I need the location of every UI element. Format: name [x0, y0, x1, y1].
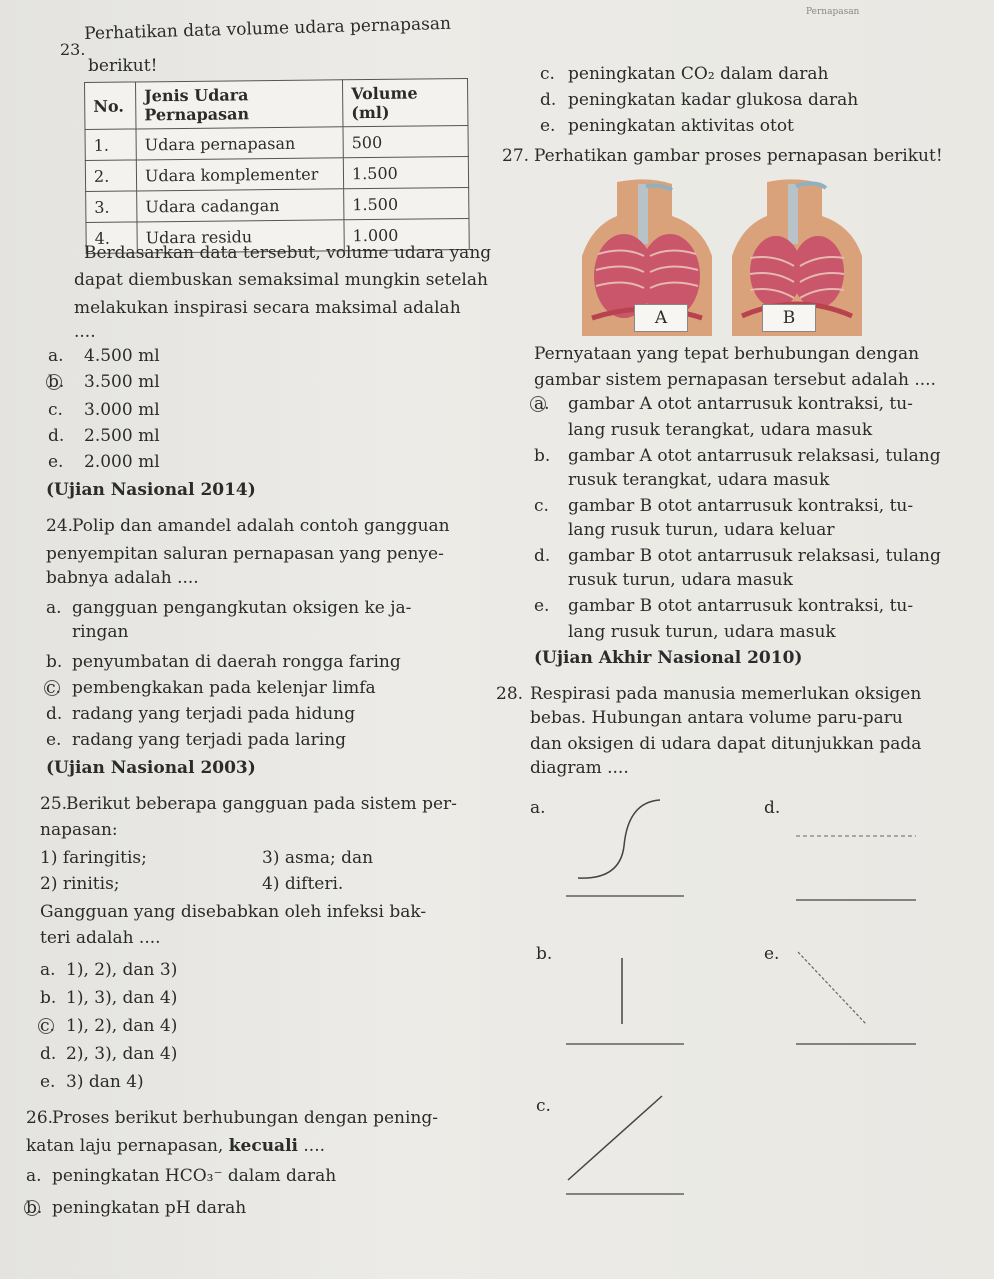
- q25-stem: Berikut beberapa gangguan pada sistem per-: [66, 794, 457, 814]
- table-cell: Udara cadangan: [137, 189, 344, 222]
- q23-text: ....: [74, 322, 96, 342]
- q27-option-text-cont: lang rusuk terangkat, udara masuk: [568, 420, 873, 440]
- q26-stem-emphasis: kecuali: [228, 1136, 298, 1156]
- q23-source: (Ujian Nasional 2014): [46, 480, 256, 500]
- q25-option-text[interactable]: 3) dan 4): [66, 1072, 144, 1092]
- q27-text: Pernyataan yang tepat berhubungan dengan: [534, 344, 920, 364]
- graph-c-increasing[interactable]: [560, 1090, 690, 1200]
- q27-option-letter: e.: [534, 596, 550, 616]
- table-header: Jenis Udara Pernapasan: [136, 80, 343, 129]
- q24-stem: penyempitan saluran pernapasan yang penye-: [46, 544, 444, 564]
- table-cell: Udara residu: [137, 220, 344, 253]
- q26-option-text[interactable]: peningkatan CO₂ dalam darah: [568, 64, 829, 84]
- graph-label-c: c.: [536, 1096, 551, 1116]
- q26-stem-part: katan laju pernapasan,: [26, 1136, 229, 1156]
- q24-stem: Polip dan amandel adalah contoh gangguan: [72, 516, 450, 536]
- q25-option-text[interactable]: 2), 3), dan 4): [66, 1044, 178, 1064]
- graph-label-e: e.: [764, 944, 780, 964]
- q26-option-letter: c.: [540, 64, 555, 84]
- graph-label-a: a.: [530, 798, 546, 818]
- table-cell: 3.: [86, 191, 137, 223]
- q26-stem-part: ....: [298, 1136, 326, 1156]
- q24-option-letter: b.: [46, 652, 63, 672]
- q25-option-letter: b.: [40, 988, 57, 1008]
- table-cell: 1.000: [344, 218, 469, 250]
- graph-label-d: d.: [764, 798, 781, 818]
- table-cell: 1.500: [343, 156, 468, 188]
- table-cell: 500: [343, 125, 468, 157]
- q27-stem: Perhatikan gambar proses pernapasan berikut!: [534, 146, 943, 166]
- q25-item: 3) asma; dan: [262, 848, 374, 868]
- table-cell: Udara pernapasan: [136, 127, 343, 160]
- q23-option-letter: a.: [48, 346, 64, 366]
- table-row: [85, 156, 468, 191]
- q24-number: 24.: [46, 516, 74, 536]
- q27-option-letter: c.: [534, 496, 549, 516]
- q27-option-letter: d.: [534, 546, 551, 566]
- q26-option-text[interactable]: peningkatan kadar glukosa darah: [568, 90, 859, 110]
- q27-option-text-cont: lang rusuk turun, udara keluar: [568, 520, 835, 540]
- table-cell: Udara komplementer: [136, 158, 343, 191]
- q25-option-text[interactable]: 1), 3), dan 4): [66, 988, 178, 1008]
- q23-number: 23.: [60, 40, 86, 59]
- q27-option-text[interactable]: gambar A otot antarrusuk kontraksi, tu-: [568, 394, 913, 414]
- q25-item: 2) rinitis;: [40, 874, 120, 894]
- q23-option-letter: e.: [48, 452, 64, 472]
- q28-number: 28.: [496, 684, 524, 704]
- q24-option-text-cont: ringan: [72, 622, 129, 642]
- q27-text: gambar sistem pernapasan tersebut adalah ....: [534, 370, 936, 390]
- q27-option-text-cont: rusuk terangkat, udara masuk: [568, 470, 830, 490]
- q23-stem: Perhatikan data volume udara pernapasan: [84, 13, 452, 44]
- q24-option-text[interactable]: radang yang terjadi pada hidung: [72, 704, 356, 724]
- page-header: Pernapasan: [806, 7, 860, 17]
- q26-option-text[interactable]: peningkatan aktivitas otot: [568, 116, 794, 136]
- table-header-row: [85, 78, 468, 129]
- q26-option-letter: a.: [26, 1166, 42, 1186]
- q24-option-text[interactable]: pembengkakan pada kelenjar limfa: [72, 678, 376, 698]
- graph-a-sigmoid[interactable]: [560, 796, 690, 906]
- q26-stem-2: [26, 1136, 325, 1156]
- graph-b-vertical[interactable]: [560, 940, 690, 1050]
- q28-stem: diagram ....: [530, 758, 629, 778]
- q26-stem: Proses berikut berhubungan dengan pening-: [52, 1108, 438, 1128]
- q25-option-text[interactable]: 1), 2), dan 4): [66, 1016, 178, 1036]
- q24-option-text[interactable]: radang yang terjadi pada laring: [72, 730, 347, 750]
- q27-option-text-cont: lang rusuk turun, udara masuk: [568, 622, 836, 642]
- q23-option-text[interactable]: 3.500 ml: [84, 372, 160, 392]
- q23-option-text[interactable]: 3.000 ml: [84, 400, 160, 420]
- q27-number: 27.: [502, 146, 530, 166]
- q25-option-letter: e.: [40, 1072, 56, 1092]
- q24-option-text[interactable]: gangguan pengangkutan oksigen ke ja-: [72, 598, 412, 618]
- table-cell: 4.: [86, 222, 137, 254]
- q26-option-text[interactable]: peningkatan HCO₃⁻ dalam darah: [52, 1166, 337, 1186]
- q25-item: 1) faringitis;: [40, 848, 147, 868]
- q24-option-letter: a.: [46, 598, 62, 618]
- graph-label-b: b.: [536, 944, 553, 964]
- q26-option-letter: e.: [540, 116, 556, 136]
- q25-option-letter: c.: [40, 1016, 55, 1036]
- q25-option-letter: d.: [40, 1044, 57, 1064]
- q27-option-text[interactable]: gambar B otot antarrusuk kontraksi, tu-: [568, 596, 914, 616]
- q28-stem: dan oksigen di udara dapat ditunjukkan pada: [530, 734, 922, 754]
- q23-option-letter: d.: [48, 426, 65, 446]
- q25-number: 25.: [40, 794, 68, 814]
- table-cell: 1.500: [344, 187, 469, 219]
- q25-option-text[interactable]: 1), 2), dan 3): [66, 960, 178, 980]
- volume-table: [84, 78, 470, 254]
- graph-d-constant[interactable]: [792, 796, 922, 906]
- q25-option-letter: a.: [40, 960, 56, 980]
- q24-option-letter: d.: [46, 704, 63, 724]
- q25-stem: napasan:: [40, 820, 118, 840]
- q25-stem: Gangguan yang disebabkan oleh infeksi bak-: [40, 902, 427, 922]
- q27-option-text[interactable]: gambar B otot antarrusuk kontraksi, tu-: [568, 496, 914, 516]
- q27-option-letter: a.: [534, 394, 550, 414]
- table-cell: 1.: [85, 129, 136, 161]
- figure-label-a: A: [634, 304, 688, 332]
- graph-e-decreasing[interactable]: [792, 940, 922, 1050]
- q23-option-text[interactable]: 4.500 ml: [84, 346, 160, 366]
- q25-item: 4) difteri.: [262, 874, 344, 894]
- q24-option-text[interactable]: penyumbatan di daerah rongga faring: [72, 652, 401, 672]
- q23-option-text[interactable]: 2.500 ml: [84, 426, 160, 446]
- q23-text: melakukan inspirasi secara maksimal adalah: [74, 298, 461, 318]
- q24-source: (Ujian Nasional 2003): [46, 758, 256, 778]
- q27-option-text[interactable]: gambar B otot antarrusuk relaksasi, tulang: [568, 546, 941, 566]
- q25-stem: teri adalah ....: [40, 928, 161, 948]
- table-header: No.: [85, 82, 136, 130]
- q27-option-text-cont: rusuk turun, udara masuk: [568, 570, 793, 590]
- q24-option-letter: c.: [46, 678, 61, 698]
- q23-option-letter: b.: [48, 372, 65, 392]
- q27-option-letter: b.: [534, 446, 551, 466]
- q26-number: 26.: [26, 1108, 54, 1128]
- q24-stem: babnya adalah ....: [46, 568, 199, 588]
- q26-option-letter: b.: [26, 1198, 43, 1218]
- q23-stem-2: berikut!: [88, 56, 158, 76]
- q24-option-letter: e.: [46, 730, 62, 750]
- figure-label-b: B: [762, 304, 816, 332]
- q27-option-text[interactable]: gambar A otot antarrusuk relaksasi, tulang: [568, 446, 941, 466]
- q23-text: Berdasarkan data tersebut, volume udara yang: [84, 243, 492, 263]
- table-cell: 2.: [85, 160, 136, 192]
- q23-option-text[interactable]: 2.000 ml: [84, 452, 160, 472]
- q23-text: dapat diembuskan semaksimal mungkin setelah: [74, 270, 488, 290]
- q28-stem: Respirasi pada manusia memerlukan oksigen: [530, 684, 922, 704]
- q26-option-text[interactable]: peningkatan pH darah: [52, 1198, 247, 1218]
- q27-source: (Ujian Akhir Nasional 2010): [534, 648, 803, 668]
- q26-option-letter: d.: [540, 90, 557, 110]
- table-header: Volume (ml): [342, 78, 467, 126]
- table-row: [86, 187, 469, 222]
- q28-stem: bebas. Hubungan antara volume paru-paru: [530, 708, 903, 728]
- table-row: [85, 125, 468, 160]
- q23-option-letter: c.: [48, 400, 63, 420]
